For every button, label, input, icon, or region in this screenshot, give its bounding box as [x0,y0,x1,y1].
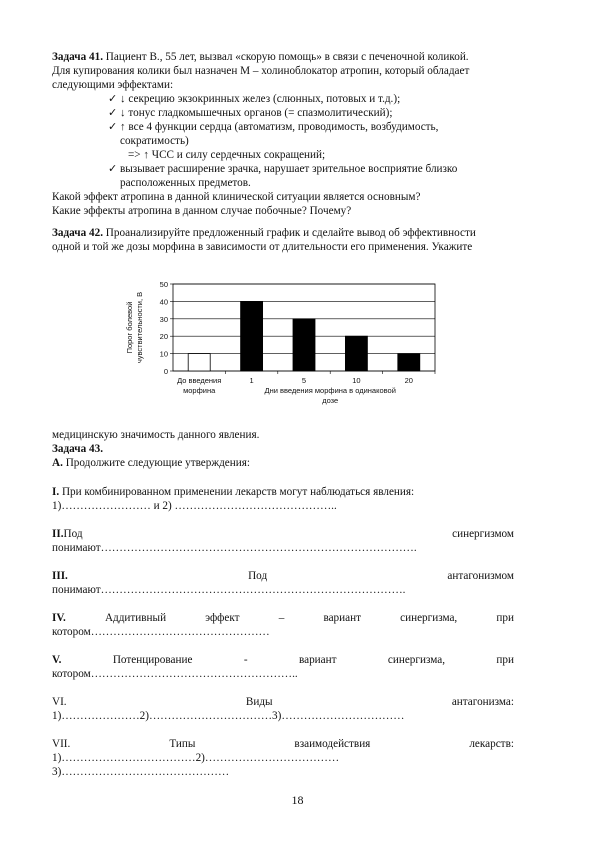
x-axis-label: дозе [322,396,339,405]
item-v-word: при [496,654,514,666]
item-iv [52,611,514,625]
item-iii-mid: Под [248,570,268,582]
check-icon: ✓ [108,93,118,105]
x-tick-label: морфина [183,386,216,395]
item-iii-num: III. [52,570,68,582]
item-vi [52,695,514,709]
x-tick-label: 10 [352,376,361,385]
item-v [52,653,514,667]
effect-text: ↓ секрецию экзокринных желез (слюнных, потовых и т.д.); [120,93,401,105]
y-tick-label: 40 [159,297,168,307]
y-tick-label: 10 [159,349,168,359]
task43-a-text: Продолжите следующие утверждения: [62,457,250,469]
item-ii-right: синергизмом [452,528,514,540]
bar [345,336,367,371]
task42-title: Задача 42. [52,227,103,239]
item-i-blank: 1)…………………… и 2) …………………………………….. [52,500,337,512]
item-iv-word: – [278,612,285,624]
item-ii-blank: понимают…………………………………………………………………………. [52,542,417,554]
effect-item [108,106,392,120]
item-iv-num: IV. [52,612,66,624]
task43-title: Задача 43. [52,443,103,455]
x-tick-label: 1 [249,376,254,385]
effect-item [108,120,438,134]
item-vii-blank2: 3)……………………………………… [52,766,230,778]
item-v-num: V. [52,654,62,666]
y-tick-label: 0 [163,367,168,376]
x-tick-label: До введения [177,376,222,385]
effect-text-cont: расположенных предметов. [120,177,251,189]
check-icon: ✓ [108,163,118,175]
item-v-blank: котором……………………………………………….. [52,668,298,680]
item-iv-word: Аддитивный [104,612,167,624]
task42-text1: Проанализируйте предложенный график и сделайте вывод об эффективности [103,227,476,239]
task41-question2: Какие эффекты атропина в данном случае побочные? Почему? [52,205,352,217]
task42-text3: медицинскую значимость данного явления. [52,429,260,441]
item-vi-blank: 1)…………………2)……………………………3)…………………………… [52,710,405,722]
item-v-word: Потенцирование [112,654,193,666]
item-iv-blank: котором………………………………………… [52,626,270,638]
item-iii-blank: понимают………………………………………………………………………. [52,584,406,596]
effect-text-cont: сократимость) [120,135,189,147]
effect-text: ↑ все 4 функции сердца (автоматизм, проводимость, возбудимость, [120,121,439,133]
task43-a [52,456,514,470]
bar [398,354,420,371]
item-v-word: вариант [298,654,337,666]
effect-item [108,162,457,176]
item-vii-word: взаимодействия [294,738,371,750]
item-vii-word: лекарств: [469,738,514,750]
x-tick-label: 5 [301,376,307,385]
item-iv-word: синергизма, [400,612,458,624]
item-i [52,485,514,499]
task43-a-label: А. [52,457,63,469]
item-vii-blank1: 1)………………………………2)……………………………… [52,752,340,764]
item-iii [52,569,514,583]
bar [188,354,210,371]
item-vi-right: антагонизма: [451,696,514,708]
task41-title: Задача 41. [52,51,103,63]
task41-intro1: Пациент В., 55 лет, вызвал «скорую помощь» в связи с печеночной коликой. [103,51,469,63]
item-ii-num: II. [52,528,64,540]
item-i-num: I. [52,486,60,498]
item-vi-num: VI. [52,696,67,708]
item-i-text: При комбинированном применении лекарств могут наблюдаться явления: [59,486,415,498]
x-axis-label: Дни введения морфина в одинаковой [264,386,396,395]
task41-intro2: Для купирования колики был назначен М – холиноблокатор атропин, который обладает [52,65,470,77]
task42-text2: одной и той же дозы морфина в зависимости от длительности его применения. Укажите [52,241,473,253]
item-ii-left: Под [63,528,83,540]
y-tick-label: 20 [159,332,168,342]
item-iv-word: вариант [323,612,361,624]
item-v-word: - [243,654,248,666]
y-axis-label: чувствительности, В [135,291,144,364]
bar [293,319,315,371]
item-v-word: синергизма, [387,654,446,666]
item-vii-word: Типы [169,738,196,750]
check-icon: ✓ [108,121,118,133]
bar [241,301,263,371]
y-tick-label: 30 [159,314,168,324]
item-iv-word: эффект [205,612,240,624]
effect-item [108,92,400,106]
item-vii [52,737,514,751]
task41-line1 [52,50,514,64]
item-vii-num: VII. [52,738,71,750]
effect-text-cont: => ↑ ЧСС и силу сердечных сокращений; [128,149,326,161]
item-iv-word: при [496,612,514,624]
task41-question1: Какой эффект атропина в данной клинической ситуации является основным? [52,191,421,203]
bar-chart [110,272,450,422]
check-icon: ✓ [108,107,118,119]
page-number: 18 [291,793,304,807]
effect-text: ↓ тонус гладкомышечных органов (= спазмолитический); [120,107,393,119]
item-iii-right: антагонизмом [447,570,514,582]
item-vi-mid: Виды [245,696,273,708]
x-tick-label: 20 [404,376,413,385]
item-ii [52,527,514,541]
y-tick-label: 50 [159,280,168,289]
task42-line1 [52,226,514,240]
y-axis-label: Порог болевой [125,301,134,354]
task41-intro3: следующими эффектами: [52,79,174,91]
effect-text: вызывает расширение зрачка, нарушает зрительное восприятие близко [120,163,458,175]
